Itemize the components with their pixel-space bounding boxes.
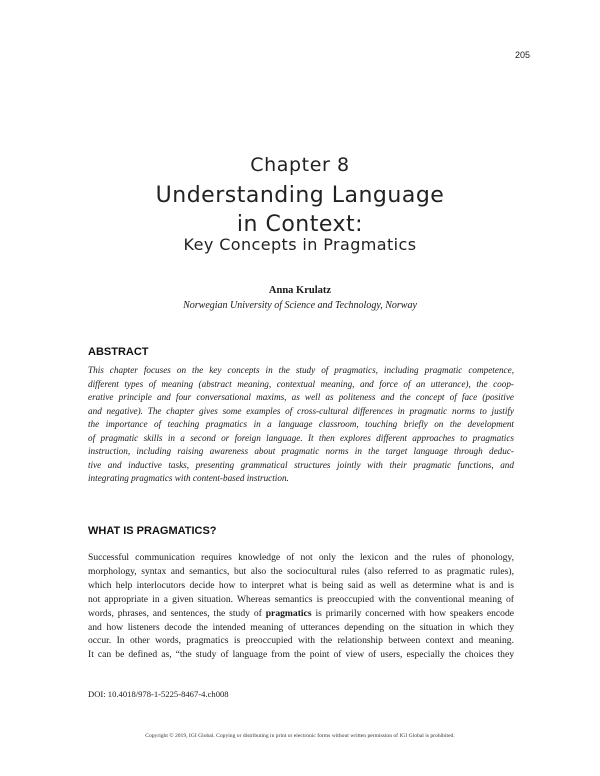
- body-text-fragment: words, phrases, and sentences, the study of: [88, 607, 262, 619]
- abstract-body: [88, 364, 514, 486]
- abstract-heading: ABSTRACT: [88, 346, 149, 358]
- author-affiliation: Norwegian University of Science and Technology, Norway: [183, 300, 417, 311]
- body-line: It can be defined as, “the study of language from the point of view of users, especially the choices they: [88, 649, 514, 661]
- abstract-line: tive and inductive tasks, presenting grammatical structures jointly with their pragmatic functions, and: [88, 459, 514, 470]
- body-line: and how listeners decode the intended meaning of utterances depending on the situation in which they: [88, 621, 514, 633]
- author-name: Anna Krulatz: [268, 285, 332, 296]
- body-line: which help interlocutors decide how to interpret what is being said as well as determine what is and is: [88, 579, 514, 591]
- chapter-label: Chapter 8: [250, 154, 350, 176]
- abstract-line: and negative). The chapter gives some examples of cross-cultural differences in pragmatic norms to justify: [88, 405, 514, 416]
- copyright-notice: Copyright © 2019, IGI Global. Copying or distributing in print or electronic forms without written permission of IGI Global is prohibited.: [145, 733, 455, 739]
- abstract-line: of pragmatic skills in a second or foreign language. It then explores different approaches to pragmatics: [88, 432, 514, 443]
- body-line: occur. In other words, pragmatics is preoccupied with the relationship between context and meaning.: [88, 635, 514, 647]
- chapter-title-line: Understanding Language: [155, 183, 445, 208]
- body-line: Successful communication requires knowledge of not only the lexicon and the rules of phonology,: [88, 552, 514, 563]
- abstract-line: integrating pragmatics with content-based instruction.: [88, 473, 289, 483]
- chapter-title: [0, 181, 600, 239]
- body-line: not appropriate in a given situation. Whereas semantics is preoccupied with the conventional meaning of: [88, 593, 514, 605]
- chapter-title-line: in Context:: [236, 212, 364, 237]
- section-body: [88, 551, 514, 662]
- doi: DOI: 10.4018/978-1-5225-8467-4.ch008: [88, 689, 229, 699]
- section-heading: WHAT IS PRAGMATICS?: [88, 525, 217, 537]
- body-line: morphology, syntax and semantics, but also the sociocultural rules (also referred to as pragmatic rules),: [88, 565, 514, 577]
- abstract-line: different types of meaning (abstract meaning, contextual meaning, and force of an utterance), the coop-: [88, 378, 514, 389]
- chapter-subtitle: Key Concepts in Pragmatics: [183, 235, 417, 254]
- bold-term: pragmatics: [265, 607, 312, 619]
- body-text-fragment: is primarily concerned with how speakers encode: [315, 607, 515, 619]
- abstract-line: erative principle and four conversational maxims, as well as politeness and the concept of face (positive: [88, 392, 514, 402]
- page-number: 205: [514, 50, 530, 60]
- abstract-line: the importance of teaching pragmatics in a language classroom, touching briefly on the development: [88, 419, 514, 429]
- abstract-line: instruction, including raising awareness about pragmatic norms in the target language through deduc-: [88, 446, 514, 456]
- abstract-line: This chapter focuses on the key concepts in the study of pragmatics, including pragmatic competence,: [88, 365, 514, 375]
- body-line: [88, 607, 514, 621]
